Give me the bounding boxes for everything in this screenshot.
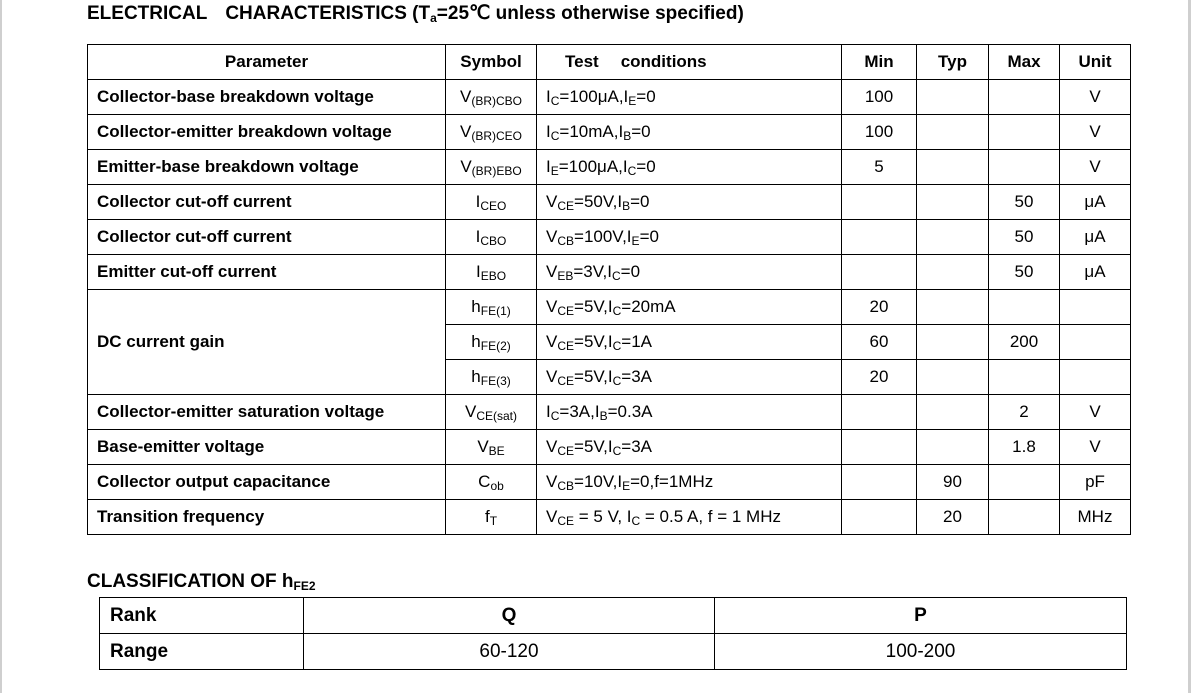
min-cell: 100 bbox=[842, 80, 917, 115]
test-conditions-cell: $V_{CB}=10V,I_E=0,f=1MHz$ bbox=[537, 465, 842, 500]
rank-row bbox=[100, 598, 1127, 634]
typ-cell bbox=[917, 290, 989, 325]
parameter-cell: Collector-base breakdown voltage bbox=[88, 80, 446, 115]
symbol-sub: EBO bbox=[480, 268, 507, 283]
parameter-cell: Collector output capacitance bbox=[88, 465, 446, 500]
symbol-main: I bbox=[475, 191, 481, 211]
min-cell: 100 bbox=[842, 115, 917, 150]
symbol-cell bbox=[446, 80, 537, 115]
unit-cell: pF bbox=[1060, 465, 1131, 500]
symbol-sub: CEO bbox=[480, 198, 507, 213]
min-cell: 20 bbox=[842, 290, 917, 325]
test-conditions-cell: $V_{CE}=5V,I_C=3A$ bbox=[537, 430, 842, 465]
parameter-cell: Emitter-base breakdown voltage bbox=[88, 150, 446, 185]
table-row bbox=[88, 80, 1131, 115]
max-cell bbox=[989, 465, 1060, 500]
header-max: Max bbox=[989, 45, 1060, 80]
symbol-main: I bbox=[475, 261, 481, 281]
test-conditions-cell: $V_{EB}=3V,I_C=0$ bbox=[537, 255, 842, 290]
symbol-main: V bbox=[477, 436, 489, 456]
symbol-cell bbox=[446, 290, 537, 325]
symbol-cell bbox=[446, 255, 537, 290]
parameter-cell: DC current gain bbox=[88, 290, 446, 395]
symbol-sub: FE(3) bbox=[480, 373, 511, 388]
unit-cell: V bbox=[1060, 395, 1131, 430]
max-cell: 50 bbox=[989, 185, 1060, 220]
max-cell: 50 bbox=[989, 220, 1060, 255]
symbol-cell bbox=[446, 395, 537, 430]
test-conditions-cell: $I_C=3A,I_B=0.3A$ bbox=[537, 395, 842, 430]
parameter-cell: Emitter cut-off current bbox=[88, 255, 446, 290]
test-conditions-cell: $V_{CE}=5V,I_C=1A$ bbox=[537, 325, 842, 360]
header-min: Min bbox=[842, 45, 917, 80]
symbol-main: V bbox=[459, 86, 472, 106]
test-conditions-cell: $V_{CE} = 5$ V, $I_C = 0.5$ A, f = 1 MHz bbox=[537, 500, 842, 535]
symbol-main: V bbox=[459, 121, 472, 141]
symbol-main: V bbox=[464, 401, 477, 421]
symbol-cell bbox=[446, 185, 537, 220]
max-cell bbox=[989, 115, 1060, 150]
heading-part2: CHARACTERISTICS (T bbox=[225, 3, 431, 24]
table-row bbox=[88, 290, 1131, 325]
symbol-sub: FE(1) bbox=[480, 303, 511, 318]
section-heading bbox=[87, 2, 744, 25]
range-row bbox=[100, 634, 1127, 670]
max-cell: 1.8 bbox=[989, 430, 1060, 465]
page-left-edge bbox=[0, 0, 2, 693]
test-conditions-cell: $I_C=100\mu A,I_E=0$ bbox=[537, 80, 842, 115]
table-row bbox=[88, 255, 1131, 290]
test-conditions-cell: $V_{CE}=5V,I_C=3A$ bbox=[537, 360, 842, 395]
unit-cell: V bbox=[1060, 115, 1131, 150]
unit-cell: μA bbox=[1060, 255, 1131, 290]
typ-cell bbox=[917, 115, 989, 150]
min-cell: 5 bbox=[842, 150, 917, 185]
symbol-sub: CE(sat) bbox=[476, 408, 517, 423]
min-cell bbox=[842, 220, 917, 255]
header-unit: Unit bbox=[1060, 45, 1131, 80]
table-row bbox=[88, 220, 1131, 255]
range-label: Range bbox=[100, 634, 304, 670]
symbol-main: h bbox=[471, 331, 481, 351]
header-parameter: Parameter bbox=[88, 45, 446, 80]
max-cell bbox=[989, 360, 1060, 395]
symbol-sub: FE(2) bbox=[480, 338, 511, 353]
symbol-main: V bbox=[460, 156, 472, 176]
header-typ: Typ bbox=[917, 45, 989, 80]
symbol-sub: (BR)CBO bbox=[471, 93, 522, 108]
parameter-cell: Collector-emitter breakdown voltage bbox=[88, 115, 446, 150]
min-cell: 20 bbox=[842, 360, 917, 395]
typ-cell bbox=[917, 255, 989, 290]
parameter-cell: Collector cut-off current bbox=[88, 185, 446, 220]
symbol-sub: BE bbox=[488, 443, 505, 458]
max-cell bbox=[989, 150, 1060, 185]
table-row bbox=[88, 185, 1131, 220]
symbol-main: I bbox=[475, 226, 481, 246]
range-p: 100-200 bbox=[715, 634, 1127, 670]
symbol-sub: CBO bbox=[480, 233, 507, 248]
min-cell bbox=[842, 255, 917, 290]
symbol-cell bbox=[446, 500, 537, 535]
min-cell bbox=[842, 395, 917, 430]
test-conditions-cell: $V_{CE}=50V,I_B=0$ bbox=[537, 185, 842, 220]
typ-cell bbox=[917, 395, 989, 430]
classification-table bbox=[99, 597, 1127, 670]
table-row bbox=[88, 150, 1131, 185]
unit-cell: μA bbox=[1060, 220, 1131, 255]
symbol-cell bbox=[446, 465, 537, 500]
test-conditions-cell: $I_C=10mA,I_B=0$ bbox=[537, 115, 842, 150]
rank-q: Q bbox=[304, 598, 715, 634]
table-row bbox=[88, 115, 1131, 150]
symbol-cell bbox=[446, 150, 537, 185]
typ-cell bbox=[917, 185, 989, 220]
typ-cell bbox=[917, 220, 989, 255]
table-header-row bbox=[88, 45, 1131, 80]
max-cell bbox=[989, 80, 1060, 115]
table-row bbox=[88, 465, 1131, 500]
table-row bbox=[88, 395, 1131, 430]
unit-cell bbox=[1060, 360, 1131, 395]
header-test-conditions bbox=[537, 45, 842, 80]
heading-part1: ELECTRICAL bbox=[87, 3, 208, 24]
symbol-sub: (BR)CEO bbox=[471, 128, 522, 143]
table-row bbox=[88, 500, 1131, 535]
typ-cell bbox=[917, 325, 989, 360]
range-q: 60-120 bbox=[304, 634, 715, 670]
max-cell: 200 bbox=[989, 325, 1060, 360]
symbol-main: f bbox=[484, 506, 490, 526]
symbol-cell bbox=[446, 220, 537, 255]
min-cell bbox=[842, 185, 917, 220]
symbol-main: C bbox=[478, 471, 491, 491]
typ-cell bbox=[917, 80, 989, 115]
symbol-sub: ob bbox=[490, 478, 504, 493]
typ-cell bbox=[917, 360, 989, 395]
symbol-cell bbox=[446, 360, 537, 395]
max-cell bbox=[989, 290, 1060, 325]
typ-cell: 90 bbox=[917, 465, 989, 500]
max-cell bbox=[989, 500, 1060, 535]
unit-cell: μA bbox=[1060, 185, 1131, 220]
min-cell bbox=[842, 500, 917, 535]
typ-cell bbox=[917, 430, 989, 465]
parameter-cell: Base-emitter voltage bbox=[88, 430, 446, 465]
symbol-cell bbox=[446, 115, 537, 150]
symbol-cell bbox=[446, 430, 537, 465]
max-cell: 50 bbox=[989, 255, 1060, 290]
unit-cell: V bbox=[1060, 430, 1131, 465]
rank-label: Rank bbox=[100, 598, 304, 634]
test-conditions-cell: $V_{CE}=5V,I_C=20mA$ bbox=[537, 290, 842, 325]
unit-cell bbox=[1060, 290, 1131, 325]
table-row bbox=[88, 430, 1131, 465]
unit-cell: V bbox=[1060, 80, 1131, 115]
unit-cell: MHz bbox=[1060, 500, 1131, 535]
classification-title bbox=[87, 571, 316, 593]
symbol-cell bbox=[446, 325, 537, 360]
header-conditions: conditions bbox=[620, 52, 707, 71]
typ-cell: 20 bbox=[917, 500, 989, 535]
classification-title-sub: FE2 bbox=[293, 579, 316, 593]
unit-cell: V bbox=[1060, 150, 1131, 185]
test-conditions-cell: $V_{CB}=100V,I_E=0$ bbox=[537, 220, 842, 255]
symbol-main: h bbox=[471, 366, 481, 386]
min-cell bbox=[842, 430, 917, 465]
heading-sub: a bbox=[430, 11, 437, 25]
test-conditions-cell: $I_E=100\mu A,I_C=0$ bbox=[537, 150, 842, 185]
classification-title-text: CLASSIFICATION OF h bbox=[87, 571, 294, 592]
table-body bbox=[88, 80, 1131, 535]
header-symbol: Symbol bbox=[446, 45, 537, 80]
typ-cell bbox=[917, 150, 989, 185]
symbol-sub: T bbox=[489, 513, 498, 528]
rank-p: P bbox=[715, 598, 1127, 634]
electrical-characteristics-table bbox=[87, 44, 1131, 535]
symbol-main: h bbox=[471, 296, 481, 316]
parameter-cell: Collector-emitter saturation voltage bbox=[88, 395, 446, 430]
symbol-sub: (BR)EBO bbox=[471, 163, 522, 178]
header-test: Test bbox=[565, 52, 599, 71]
heading-part3: =25℃ unless otherwise specified) bbox=[436, 3, 744, 24]
unit-cell bbox=[1060, 325, 1131, 360]
parameter-cell: Transition frequency bbox=[88, 500, 446, 535]
max-cell: 2 bbox=[989, 395, 1060, 430]
min-cell: 60 bbox=[842, 325, 917, 360]
parameter-cell: Collector cut-off current bbox=[88, 220, 446, 255]
min-cell bbox=[842, 465, 917, 500]
